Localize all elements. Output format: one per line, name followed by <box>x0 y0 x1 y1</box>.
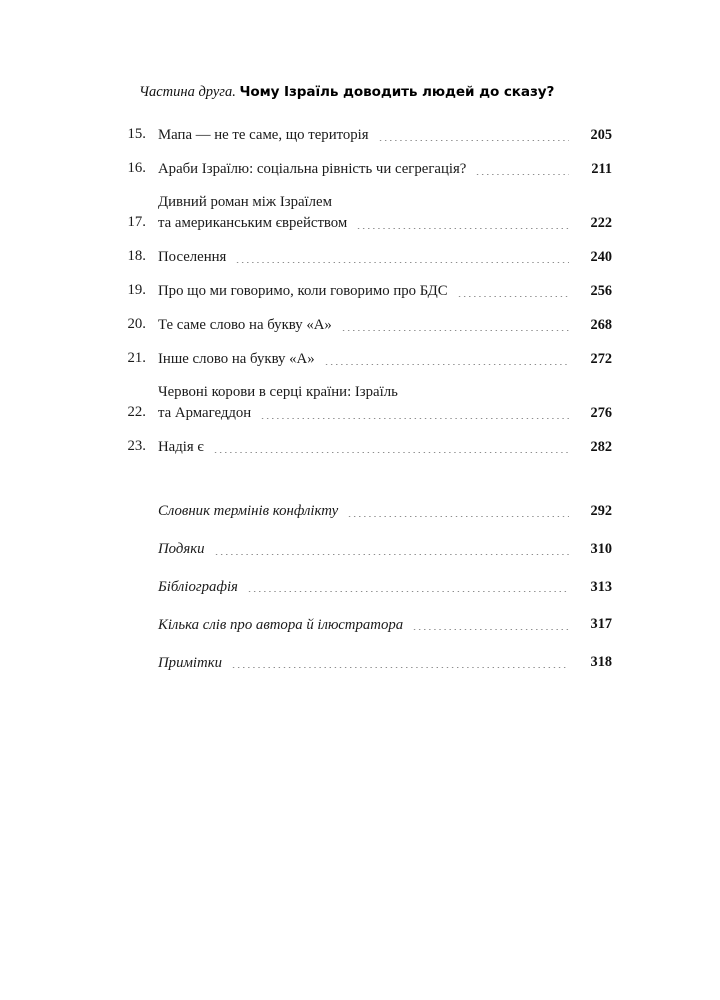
entry-page-number: 317 <box>590 616 612 633</box>
part-title: Чому Ізраїль доводить людей до сказу? <box>239 84 555 100</box>
entry-page-number: 318 <box>590 654 612 671</box>
entry-page-number: 276 <box>590 405 612 421</box>
entry-body <box>146 540 612 560</box>
dot-leader <box>214 554 569 555</box>
entry-page-number: 282 <box>590 439 612 456</box>
entry-body <box>146 160 612 180</box>
entry-title-line-2: та Армагеддон <box>158 405 252 422</box>
entry-page-number: 310 <box>590 540 612 557</box>
entry-number: 22. <box>127 404 146 421</box>
toc-entry[interactable] <box>118 615 612 635</box>
entry-page-number: 240 <box>590 249 612 266</box>
entry-title: Араби Ізраїлю: соціальна рівність чи сегрегація? <box>158 161 467 178</box>
entry-body <box>146 578 612 598</box>
entry-body <box>146 653 612 673</box>
entry-number-empty <box>118 596 146 597</box>
entry-number-empty <box>118 559 146 560</box>
entry-title: Інше слово на букву «А» <box>158 351 315 368</box>
entry-body <box>146 316 612 336</box>
entry-number: 15. <box>127 126 146 143</box>
dot-leader <box>247 591 569 592</box>
entry-body <box>146 502 612 522</box>
entry-number-empty <box>118 672 146 673</box>
entry-number: 17. <box>127 214 146 231</box>
entry-number: 16. <box>127 160 146 177</box>
entry-title: Бібліографія <box>158 578 238 595</box>
toc-entry[interactable] <box>118 349 612 370</box>
toc-entry[interactable] <box>118 159 612 180</box>
entry-number: 18. <box>127 248 146 265</box>
part-label: Частина друга. <box>139 84 236 100</box>
dot-leader <box>213 452 569 453</box>
entry-body <box>146 126 612 146</box>
entry-body <box>146 615 612 635</box>
entry-number: 19. <box>127 282 146 299</box>
entry-body <box>146 438 612 458</box>
toc-entry[interactable] <box>118 653 612 673</box>
entry-body <box>146 193 612 233</box>
dot-leader <box>324 364 569 365</box>
entry-body <box>146 282 612 302</box>
entry-body <box>146 350 612 370</box>
entry-body <box>146 248 612 268</box>
entry-title: Те саме слово на букву «А» <box>158 317 332 334</box>
entry-title: Про що ми говоримо, коли говоримо про БДС <box>158 283 448 300</box>
entry-number: 21. <box>127 350 146 367</box>
toc-entry[interactable] <box>118 125 612 146</box>
entry-number: 23. <box>127 438 146 455</box>
dot-leader <box>341 330 569 331</box>
toc-entry[interactable] <box>118 193 612 233</box>
entry-title: Поселення <box>158 249 227 266</box>
entry-title-line-2: та американським єврейством <box>158 215 348 232</box>
entry-page-number: 256 <box>590 283 612 300</box>
dot-leader <box>457 296 569 297</box>
toc-entry[interactable] <box>118 578 612 598</box>
toc-entry[interactable] <box>118 315 612 336</box>
entry-number-empty <box>118 634 146 635</box>
entry-title: Надія є <box>158 439 204 456</box>
dot-leader <box>260 418 569 419</box>
toc-entry[interactable] <box>118 247 612 268</box>
entry-page-number: 313 <box>590 578 612 595</box>
entry-page-number: 205 <box>590 127 612 144</box>
chapter-list <box>118 125 612 458</box>
entry-title: Примітки <box>158 654 223 671</box>
entry-title: Словник термінів конфлікту <box>158 503 339 520</box>
back-matter-list <box>118 502 612 673</box>
toc-entry[interactable] <box>118 281 612 302</box>
entry-page-number: 292 <box>590 502 612 519</box>
entry-title: Мапа — не те саме, що територія <box>158 127 369 144</box>
toc-entry[interactable] <box>118 383 612 423</box>
toc-entry[interactable] <box>118 502 612 522</box>
dot-leader <box>378 140 569 141</box>
entry-title: Подяки <box>158 541 205 558</box>
entry-number-empty <box>118 521 146 522</box>
toc-entry[interactable] <box>118 540 612 560</box>
part-heading <box>139 84 612 101</box>
entry-title: Кілька слів про автора й ілюстратора <box>158 616 404 633</box>
entry-title: Червоні корови в серці країни: Ізраїль <box>158 384 398 401</box>
entry-page-number: 272 <box>590 351 612 368</box>
dot-leader <box>231 667 569 668</box>
dot-leader <box>347 516 569 517</box>
dot-leader <box>475 174 569 175</box>
entry-title: Дивний роман між Ізраїлем <box>158 194 332 211</box>
entry-page-number: 211 <box>591 161 612 178</box>
entry-page-number: 268 <box>590 317 612 334</box>
dot-leader <box>412 629 569 630</box>
entry-page-number: 222 <box>590 214 612 231</box>
dot-leader <box>356 228 569 229</box>
toc-content <box>118 84 612 691</box>
dot-leader <box>235 262 569 263</box>
entry-body <box>146 383 612 423</box>
toc-entry[interactable] <box>118 437 612 458</box>
entry-number: 20. <box>127 316 146 333</box>
